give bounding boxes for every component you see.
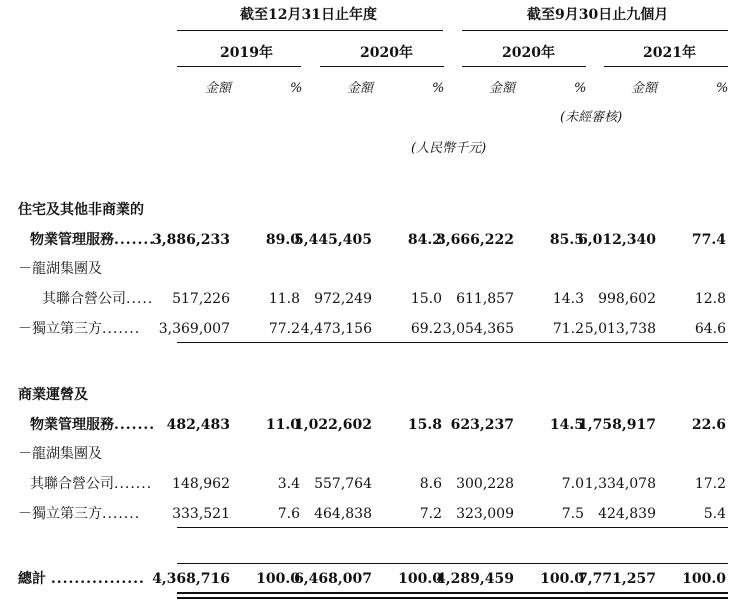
com-sub2-9m2020-pct: 7.5 xyxy=(561,506,584,522)
com-2019-pct: 11.0 xyxy=(265,417,300,433)
com-sub1-2019-pct: 3.4 xyxy=(277,476,300,492)
com-9m2020-amount: 623,237 xyxy=(450,417,514,433)
com-2019-amount: 482,483 xyxy=(166,417,230,433)
commercial-title: 商業運營及 xyxy=(18,387,88,403)
res-sub1-9m2020-amount: 611,857 xyxy=(456,291,514,307)
res-sub2-9m2020-amount: 3,054,365 xyxy=(442,321,514,337)
res-sub1-line1: －龍湖集團及 xyxy=(18,261,102,277)
res-sub2-2019-pct: 77.2 xyxy=(268,321,300,337)
year-rule-2 xyxy=(320,66,444,67)
total-2019-pct: 100.0 xyxy=(256,571,300,587)
com-9m2020-pct: 14.5 xyxy=(549,417,584,433)
year-2021: 2021年 xyxy=(643,45,696,61)
year-rule-4 xyxy=(604,66,728,67)
total-9m2021-pct: 100.0 xyxy=(682,571,726,587)
com-sub1-9m2021-pct: 17.2 xyxy=(694,476,726,492)
res-sub2-9m2020-pct: 71.2 xyxy=(552,321,584,337)
com-sub2-2019-amount: 333,521 xyxy=(172,506,230,522)
res-sub1-9m2021-amount: 998,602 xyxy=(598,291,656,307)
res-2019-pct: 89.0 xyxy=(265,232,300,248)
pct-header-4: % xyxy=(716,81,729,96)
res-9m2021-pct: 77.4 xyxy=(691,232,726,248)
amount-header-1: 金額 xyxy=(205,81,232,96)
residential-title: 住宅及其他非商業的 xyxy=(18,202,144,218)
total-9m2020-pct: 100.0 xyxy=(540,571,584,587)
com-sub2-9m2021-amount: 424,839 xyxy=(598,506,656,522)
com-sub1-line1: －龍湖集團及 xyxy=(18,446,102,462)
amount-header-4: 金額 xyxy=(631,81,658,96)
header-nine-months: 截至9月30日止九個月 xyxy=(527,7,669,23)
res-2019-amount: 3,886,233 xyxy=(152,232,230,248)
res-sub1-2019-amount: 517,226 xyxy=(172,291,230,307)
total-label: 總計 ................ xyxy=(18,571,145,587)
year-rule-3 xyxy=(462,66,586,67)
res-sub2-2020-amount: 4,473,156 xyxy=(300,321,372,337)
year-2020-b: 2020年 xyxy=(502,45,555,61)
header-rule-nine-months xyxy=(462,30,728,31)
res-sub1-9m2021-pct: 12.8 xyxy=(694,291,726,307)
total-top-rule xyxy=(177,563,728,564)
total-9m2021-amount: 7,771,257 xyxy=(578,571,656,587)
amount-header-3: 金額 xyxy=(489,81,516,96)
amount-header-2: 金額 xyxy=(347,81,374,96)
com-sub1-9m2020-pct: 7.0 xyxy=(561,476,584,492)
res-9m2020-pct: 85.5 xyxy=(549,232,584,248)
total-2020-amount: 6,468,007 xyxy=(294,571,372,587)
com-2020-amount: 1,022,602 xyxy=(294,417,372,433)
unaudited-note: (未經審核) xyxy=(560,110,623,125)
unit-note: (人民幣千元) xyxy=(411,141,487,156)
com-sub2-2020-pct: 7.2 xyxy=(419,506,442,522)
residential-subtitle: 物業管理服務....... xyxy=(30,232,156,248)
total-double-rule-2 xyxy=(177,597,728,599)
res-9m2021-amount: 6,012,340 xyxy=(578,232,656,248)
res-subtotal-rule xyxy=(177,342,728,343)
res-2020-amount: 5,445,405 xyxy=(294,232,372,248)
com-sub2-2020-amount: 464,838 xyxy=(314,506,372,522)
total-2020-pct: 100.0 xyxy=(398,571,442,587)
com-sub2-label: －獨立第三方....... xyxy=(18,506,141,522)
com-sub2-2019-pct: 7.6 xyxy=(277,506,300,522)
res-sub2-9m2021-amount: 5,013,738 xyxy=(584,321,656,337)
res-2020-pct: 84.2 xyxy=(407,232,442,248)
res-sub2-2020-pct: 69.2 xyxy=(410,321,442,337)
com-sub1-line2: 其聯合營公司....... xyxy=(30,476,153,492)
com-2020-pct: 15.8 xyxy=(407,417,442,433)
res-sub2-2019-amount: 3,369,007 xyxy=(158,321,230,337)
res-sub1-2019-pct: 11.8 xyxy=(268,291,300,307)
com-sub1-9m2020-amount: 300,228 xyxy=(456,476,514,492)
com-subtotal-rule xyxy=(177,527,728,528)
header-full-year: 截至12月31日止年度 xyxy=(240,7,377,23)
com-sub1-2020-amount: 557,764 xyxy=(314,476,372,492)
com-sub2-9m2021-pct: 5.4 xyxy=(703,506,726,522)
com-sub1-2019-amount: 148,962 xyxy=(172,476,230,492)
com-sub1-2020-pct: 8.6 xyxy=(419,476,442,492)
com-sub1-9m2021-amount: 1,334,078 xyxy=(584,476,656,492)
res-sub1-line2: 其聯合營公司..... xyxy=(42,291,154,307)
header-rule-full-year xyxy=(177,30,443,31)
com-sub2-9m2020-amount: 323,009 xyxy=(456,506,514,522)
total-2019-amount: 4,368,716 xyxy=(152,571,230,587)
com-9m2021-pct: 22.6 xyxy=(691,417,726,433)
pct-header-2: % xyxy=(432,81,445,96)
total-9m2020-amount: 4,289,459 xyxy=(436,571,514,587)
total-double-rule-1 xyxy=(177,592,728,594)
res-sub1-9m2020-pct: 14.3 xyxy=(552,291,584,307)
res-sub2-label: －獨立第三方....... xyxy=(18,321,141,337)
res-sub2-9m2021-pct: 64.6 xyxy=(694,321,726,337)
res-9m2020-amount: 3,666,222 xyxy=(436,232,514,248)
year-2019: 2019年 xyxy=(220,45,273,61)
res-sub1-2020-amount: 972,249 xyxy=(314,291,372,307)
year-rule-1 xyxy=(177,66,301,67)
pct-header-3: % xyxy=(574,81,587,96)
res-sub1-2020-pct: 15.0 xyxy=(410,291,442,307)
com-9m2021-amount: 1,758,917 xyxy=(578,417,656,433)
commercial-subtitle: 物業管理服務....... xyxy=(30,417,156,433)
pct-header-1: % xyxy=(290,81,303,96)
year-2020-a: 2020年 xyxy=(360,45,413,61)
